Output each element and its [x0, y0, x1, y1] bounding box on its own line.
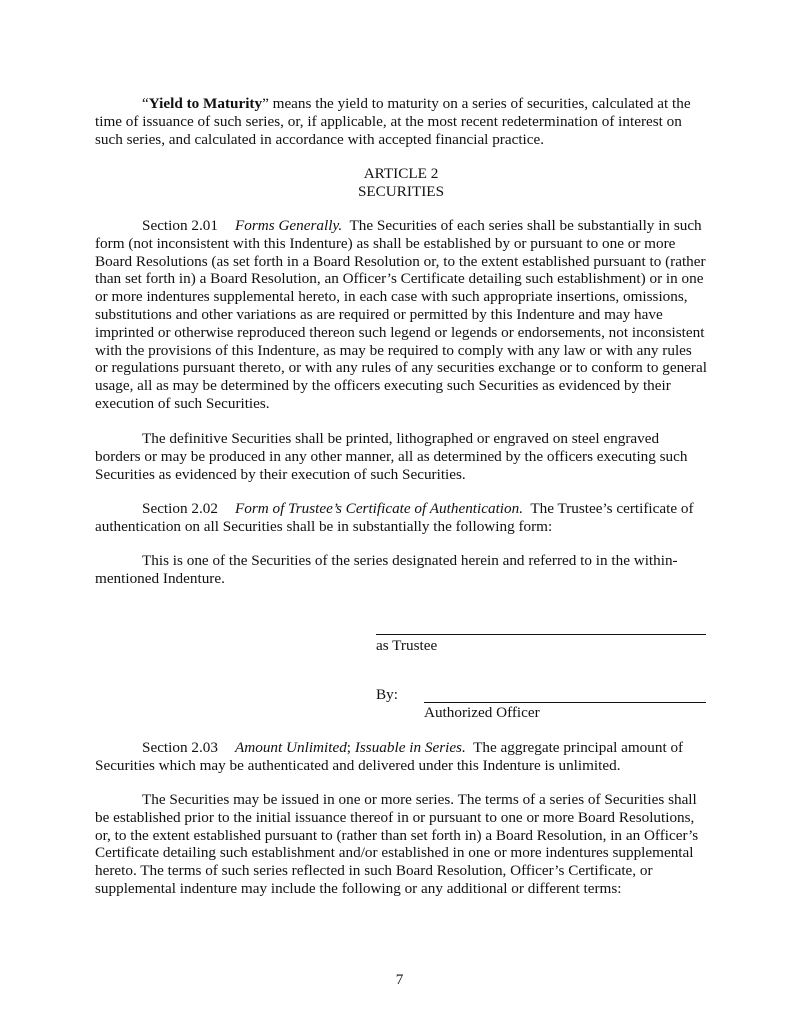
by-label: By: — [376, 686, 398, 703]
section-2-02-number: Section 2.02 — [142, 500, 218, 517]
section-2-03-number: Section 2.03 — [142, 739, 218, 756]
section-2-01-paragraph — [95, 217, 707, 413]
page-number: 7 — [395, 971, 404, 988]
section-2-01-paragraph-2: The definitive Securities shall be printed, lithographed or engraved on steel engraved borders or may be produced in any other manner, all as determined by the officers executing such Securities as evidenced by their execution of such Securities. — [95, 430, 688, 483]
yield-to-maturity-definition — [95, 95, 707, 148]
section-2-03-title-part2: Issuable in Series. — [354, 739, 466, 756]
certificate-text: This is one of the Securities of the series designated herein and referred to in the within-mentioned Indenture. — [95, 552, 678, 587]
section-2-03-paragraph — [95, 739, 707, 775]
section-2-03-title-part1: Amount Unlimited — [235, 739, 347, 756]
officer-signature-line — [424, 702, 706, 703]
section-2-01-number: Section 2.01 — [142, 217, 218, 234]
authorized-officer-label: Authorized Officer — [424, 704, 540, 721]
close-quote: ” — [262, 95, 269, 112]
open-quote: “ — [142, 95, 149, 112]
section-2-01-title: Forms Generally. — [235, 217, 343, 234]
section-2-03-text: The aggregate principal amount of Securities which may be authenticated and delivered under this Indenture is unlimited. — [95, 739, 684, 774]
article-number: ARTICLE 2 — [363, 165, 439, 182]
section-2-02-title: Form of Trustee’s Certificate of Authentication. — [235, 500, 523, 517]
definition-text: means the yield to maturity on a series of securities, calculated at the time of issuance of such series, or, if applicable, at the most recent redetermination of interest on such series, and calculated in accordance with accepted financial practice. — [95, 95, 691, 148]
trustee-label: as Trustee — [376, 637, 438, 654]
defined-term: Yield to Maturity — [148, 95, 263, 112]
section-2-03-paragraph-2: The Securities may be issued in one or more series. The terms of a series of Securities shall be established prior to the initial issuance thereof in or pursuant to one or more Board Resolutions, or, to the extent established pursuant to (rather than set forth in) a Board Resolution, in an Officer’s Certificate detailing such establishment and/or established in one or more indentures supplemental hereto. The terms of such series reflected in such Board Resolution, Officer’s Certificate, or supplemental indenture may include the following or any additional or different terms: — [95, 791, 699, 897]
section-2-02-paragraph — [95, 500, 707, 536]
section-2-02-text: The Trustee’s certificate of authentication on all Securities shall be in substantially the following form: — [95, 500, 694, 535]
trustee-signature-line — [376, 634, 706, 635]
article-title: SECURITIES — [357, 183, 445, 200]
section-2-01-text: The Securities of each series shall be substantially in such form (not inconsistent with this Indenture) as shall be established by or pursuant to one or more Board Resolutions (as set forth in a Board Resolution or, to the extent established pursuant to (rather than set forth in) a Board Resolution, an Officer’s Certificate detailing such establishment) or in one or more indentures supplemental hereto, in each case with such appropriate insertions, omissions, substitutions and other variations as are required or permitted by this Indenture and may have imprinted or otherwise reproduced thereon such legend or legends or endorsements, not inconsistent with the provisions of this Indenture, as may be required to comply with any law or with any rules or regulations pursuant thereto, or with any rules of any securities exchange or to conform to general usage, all as may be determined by the officers executing such Securities as evidenced by their execution of such Securities. — [95, 217, 707, 412]
section-2-03-separator: ; — [346, 739, 352, 756]
